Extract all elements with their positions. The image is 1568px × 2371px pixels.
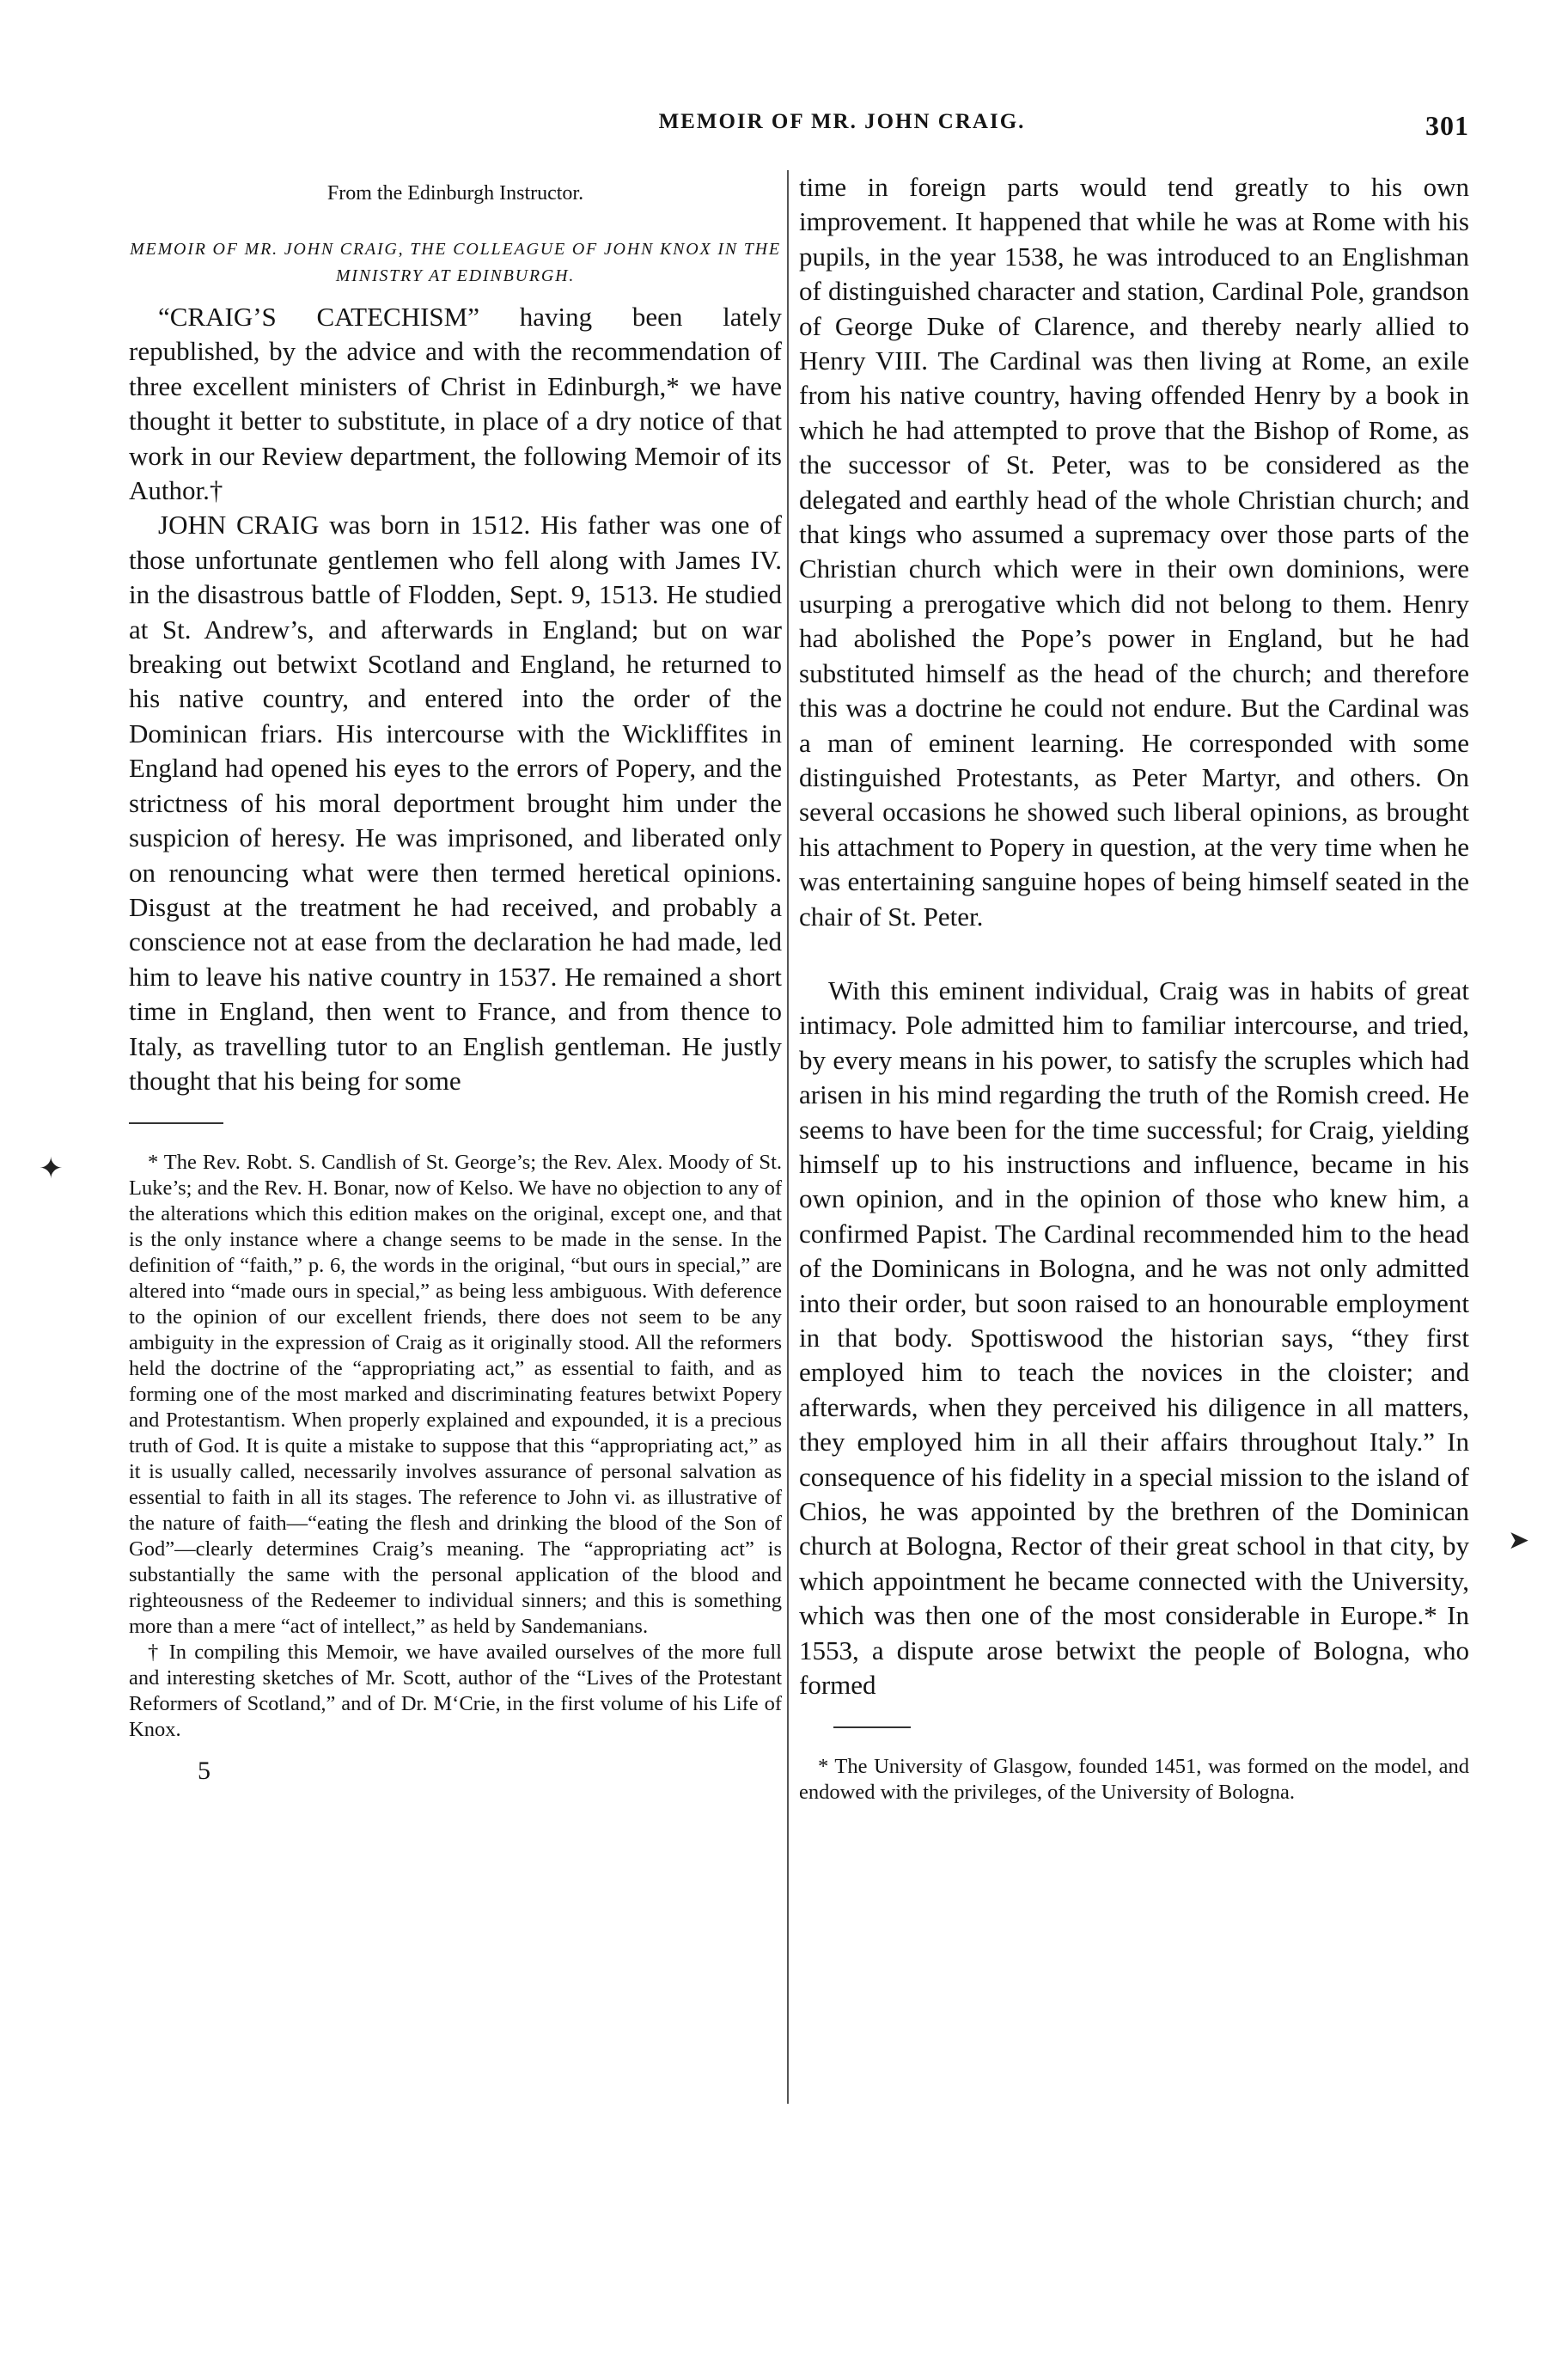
footnote-ministers: * The Rev. Robt. S. Candlish of St. George’s; the Rev. Alex. Moody of St. Luke’s; and the Rev. H. Bonar, now of Kelso. We have no objection to any of the alterations which this edition makes on the original, except one, and that is the only instance where a change seems to be made in the sense. In the definition of “faith,” p. 6, the words in the original, “but ours in special,” are altered into “made ours in special,” as being less ambiguous. With deference to the opinion of our excellent friends, there does not seem to be any ambiguity in the expression of Craig as it originally stood. All the reformers held the doctrine of the “appropriating act,” as essential to faith, and as forming one of the most marked and discriminating features betwixt Popery and Protestantism. When properly explained and expounded, it is a precious truth of God. It is quite a mistake to suppose that this “appropriating act,” as it is usually called, necessarily involves assurance of personal salvation as essential to faith in all its stages. The reference to John vi. as illustrative of the nature of faith—“eating the flesh and drinking the blood of the Son of God”—clearly determines Craig’s meaning. The “appropriating act” is substantially the same with the personal application of the blood and righteousness of the Redeemer to individual sinners; and this is something more than a mere “act of intellect,” as held by Sandemanians. [129,1151,782,1639]
scan-speck-icon: ✦ [39,1153,64,1185]
footnote-sources: † In compiling this Memoir, we have availed ourselves of the more full and interesting sketches of Mr. Scott, author of the “Lives of the Protestant Reformers of Scotland,” and of Dr. M‘Crie, in the first volume of his Life of Knox. [129,1641,782,1742]
running-head [129,110,1469,144]
intro-paragraph: “CRAIG’S CATECHISM” having been lately republished, by the advice and with the recommendation of three excellent ministers of Christ in Edinburgh,* we have thought it better to substitute, in place of a dry notice of that work in our Review department, the following Memoir of its Author.† [129,302,782,506]
pole-paragraph: With this eminent individual, Craig was in habits of great intimacy. Pole admitted him to familiar intercourse, and tried, by every means in his power, to satisfy the scruples which had arisen in his mind regarding the truth of the Romish creed. He seems to have been for the time successful; for Craig, yielding himself up to his instructions and influence, became in his own opinion, and in the opinion of those who knew him, a confirmed Papist. The Cardinal recommended him to the head of the Dominicans in Bologna, and he was not only admitted into their order, but soon raised to an honourable employment in that body. Spottiswood the historian says, “they first employed him to teach the novices in the cloister; and afterwards, when they perceived his diligence in all matters, they employed him in all their affairs throughout Italy.” In consequence of his fidelity in a special mission to the island of Chios, he was appointed by the brethren of the Dominican church at Bologna, Rector of their great school in that city, by which appointment he became connected with the University, which was then one of the most considerable in Europe.* In 1553, a dispute arose betwixt the people of Bologna, who formed [799,975,1469,1701]
left-column [129,172,782,1786]
continuation-paragraph: time in foreign parts would tend greatly to his own improvement. It happened that while he was at Rome with his pupils, in the year 1538, he was introduced to an Englishman of distinguished character and station, Cardinal Pole, grandson of George Duke of Clarence, and thereby nearly allied to Henry VIII. The Cardinal was then living at Rome, an exile from his native country, having offended Henry by a book in which he had attempted to prove that the Bishop of Rome, as the successor of St. Peter, was to be considered as the delegated and earthly head of the whole Christian church; and that kings who assumed a supremacy over those parts of the Christian church which were in their own dominions, were usurping a prerogative which did not belong to them. Henry had abolished the Pope’s power in England, but he had substituted himself as the head of the church; and therefore this was a doctrine he could not endure. But the Cardinal was a man of eminent learning. He corresponded with some distinguished Protestants, as Peter Martyr, and others. On several occasions he showed such liberal opinions, as brought his attachment to Popery in question, at the very time when he was entertaining sanguine hopes of being himself seated in the chair of St. Peter. [799,172,1469,932]
running-title: MEMOIR OF MR. JOHN CRAIG. [658,110,1026,133]
footnote-rule [129,1122,223,1124]
paragraph-gap [799,934,1469,974]
source-credit: From the Edinburgh Instructor. [326,182,584,205]
page-number: 301 [1425,110,1469,141]
scan-mark-icon: ➤ [1508,1526,1530,1555]
biography-paragraph: JOHN CRAIG was born in 1512. His father was one of those unfortunate gentlemen who fell along with James IV. in the disastrous battle of Flodden, Sept. 9, 1513. He studied at St. Andrew’s, and afterwards in England; but on war breaking out betwixt Scotland and England, he returned to his native country, and entered into the order of the Dominican friars. His intercourse with the Wickliffites in England had opened his eyes to the errors of Popery, and the strictness of his moral deportment brought him under the suspicion of heresy. He was imprisoned, and liberated only on renouncing what were then termed heretical opinions. Disgust at the treatment he had received, and probably a conscience not at ease from the declaration he had made, led him to leave his native country in 1537. He remained a short time in England, then went to France, and from thence to Italy, as travelling tutor to an English gentleman. He justly thought that his being for some [129,510,782,1096]
article-heading: MEMOIR OF MR. JOHN CRAIG, THE COLLEAGUE OF JOHN KNOX IN THE MINISTRY AT EDINBURGH. [130,240,781,285]
footnote-glasgow: * The University of Glasgow, founded 1451, was formed on the model, and endowed with the privileges, of the University of Bologna. [799,1755,1469,1805]
signature-mark: 5 [198,1757,210,1786]
footnote-rule [833,1726,911,1728]
right-column [799,170,1469,1806]
